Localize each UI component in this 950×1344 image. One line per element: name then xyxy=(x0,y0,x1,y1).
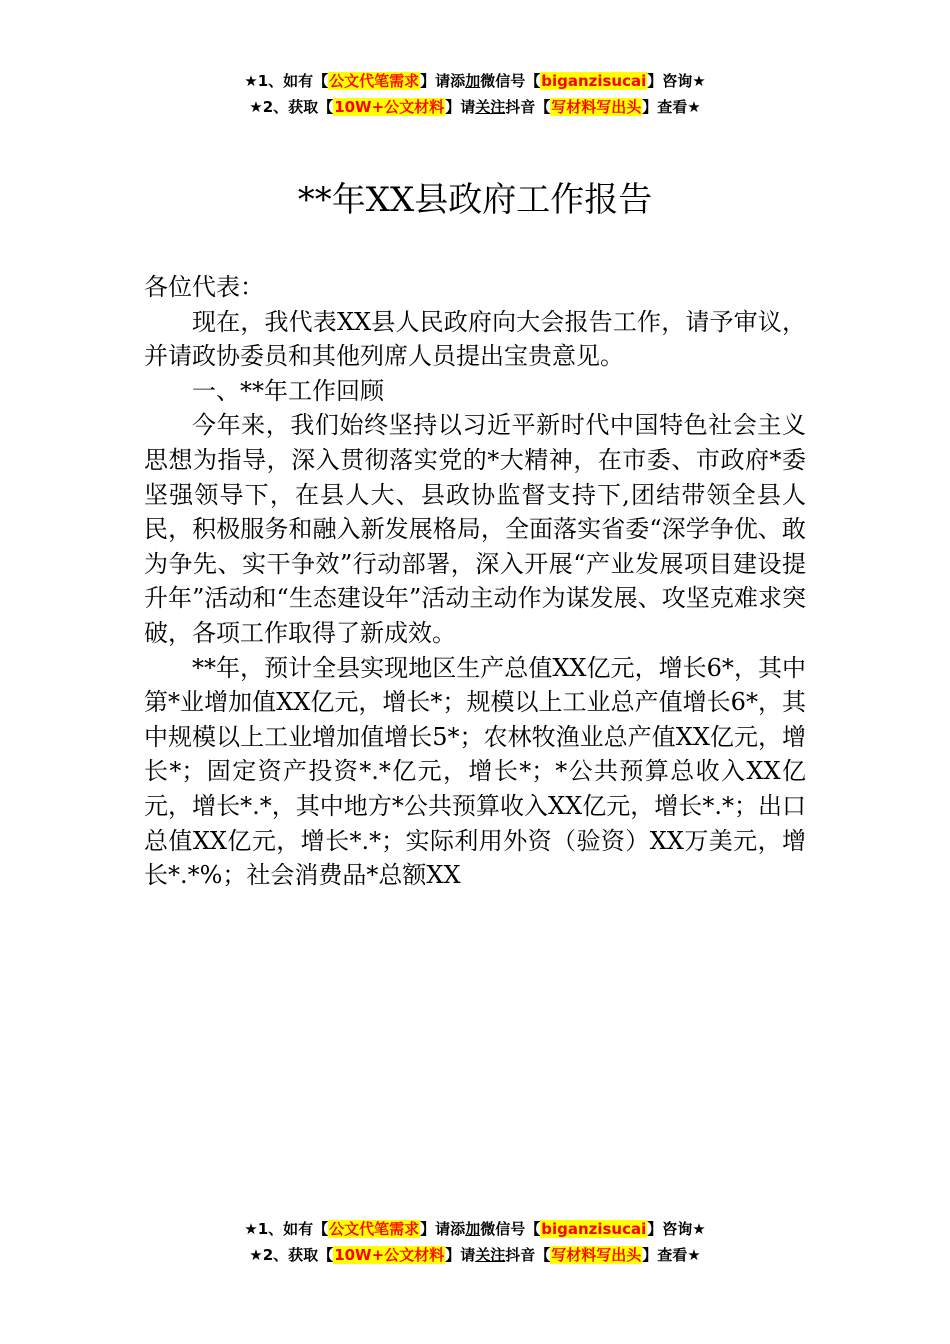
banner-text: 微信号【 xyxy=(480,72,541,90)
bottom-banner xyxy=(0,1216,950,1268)
highlight-wechat-id: biganzisucai xyxy=(541,72,647,90)
banner-text: 加 xyxy=(465,1220,481,1238)
banner-text: ★2、获取【 xyxy=(249,1246,334,1264)
section-heading: 一、**年工作回顾 xyxy=(192,376,384,405)
salutation: 各位代表： xyxy=(144,273,264,301)
banner-line-1 xyxy=(0,1216,950,1242)
banner-text: ★2、获取【 xyxy=(249,98,334,116)
highlight-materials: 10W+公文材料 xyxy=(334,98,445,116)
banner-line-1 xyxy=(0,68,950,94)
banner-text: 抖音【 xyxy=(505,1246,551,1264)
highlight-materials: 10W+公文材料 xyxy=(334,1246,445,1264)
banner-text: 】请添 xyxy=(420,1220,466,1238)
banner-text: 关注 xyxy=(475,1246,506,1264)
top-banner xyxy=(0,68,950,120)
highlight-service: 公文代笔需求 xyxy=(329,72,420,90)
banner-text: 】咨询★ xyxy=(647,72,706,90)
banner-text: 加 xyxy=(465,72,481,90)
banner-text: ★1、如有【 xyxy=(244,72,329,90)
highlight-douyin: 写材料写出头 xyxy=(551,1246,642,1264)
banner-text: 】咨询★ xyxy=(647,1220,706,1238)
banner-text: 关注 xyxy=(475,98,506,116)
banner-text: 】请添 xyxy=(420,72,466,90)
banner-text: 抖音【 xyxy=(505,98,551,116)
paragraph: **年，预计全县实现地区生产总值XX亿元，增长6*，其中第*业增加值XX亿元，增长*；规模以上工业总产值增长6*，其中规模以上工业增加值增长5*；农林牧渔业总产值XX亿元，增长*；固定资产投资*.*亿元，增长*；*公共预算总收入XX亿元，增长*.*，其中地方*公共预算收入XX亿元，增长*.*；出口总值XX亿元，增长*.*；实际利用外资（验资）XX万美元，增长*.*%；社会消费品*总额XX xyxy=(144,653,806,890)
highlight-service: 公文代笔需求 xyxy=(329,1220,420,1238)
highlight-douyin: 写材料写出头 xyxy=(551,98,642,116)
highlight-wechat-id: biganzisucai xyxy=(541,1220,647,1238)
banner-text: 】请 xyxy=(445,98,476,116)
document-body xyxy=(144,270,806,893)
paragraph: 今年来，我们始终坚持以习近平新时代中国特色社会主义思想为指导，深入贯彻落实党的*大精神，在市委、市政府*委坚强领导下，在县人大、县政协监督支持下,团结带领全县人民，积极服务和融入新发展格局，全面落实省委“深学争优、敢为争先、实干争效”行动部署，深入开展“产业发展项目建设提升年”活动和“生态建设年”活动主动作为谋发展、攻坚克难求突破，各项工作取得了新成效。 xyxy=(144,411,806,647)
banner-text: 】查看★ xyxy=(642,98,701,116)
banner-text: 微信号【 xyxy=(480,1220,541,1238)
banner-line-2 xyxy=(0,1242,950,1268)
banner-text: ★1、如有【 xyxy=(244,1220,329,1238)
banner-text: 】请 xyxy=(445,1246,476,1264)
paragraph: 现在，我代表XX县人民政府向大会报告工作，请予审议，并请政协委员和其他列席人员提出宝贵意见。 xyxy=(144,307,806,371)
page-title: **年XX县政府工作报告 xyxy=(297,180,653,220)
banner-line-2 xyxy=(0,94,950,120)
banner-text: 】查看★ xyxy=(642,1246,701,1264)
